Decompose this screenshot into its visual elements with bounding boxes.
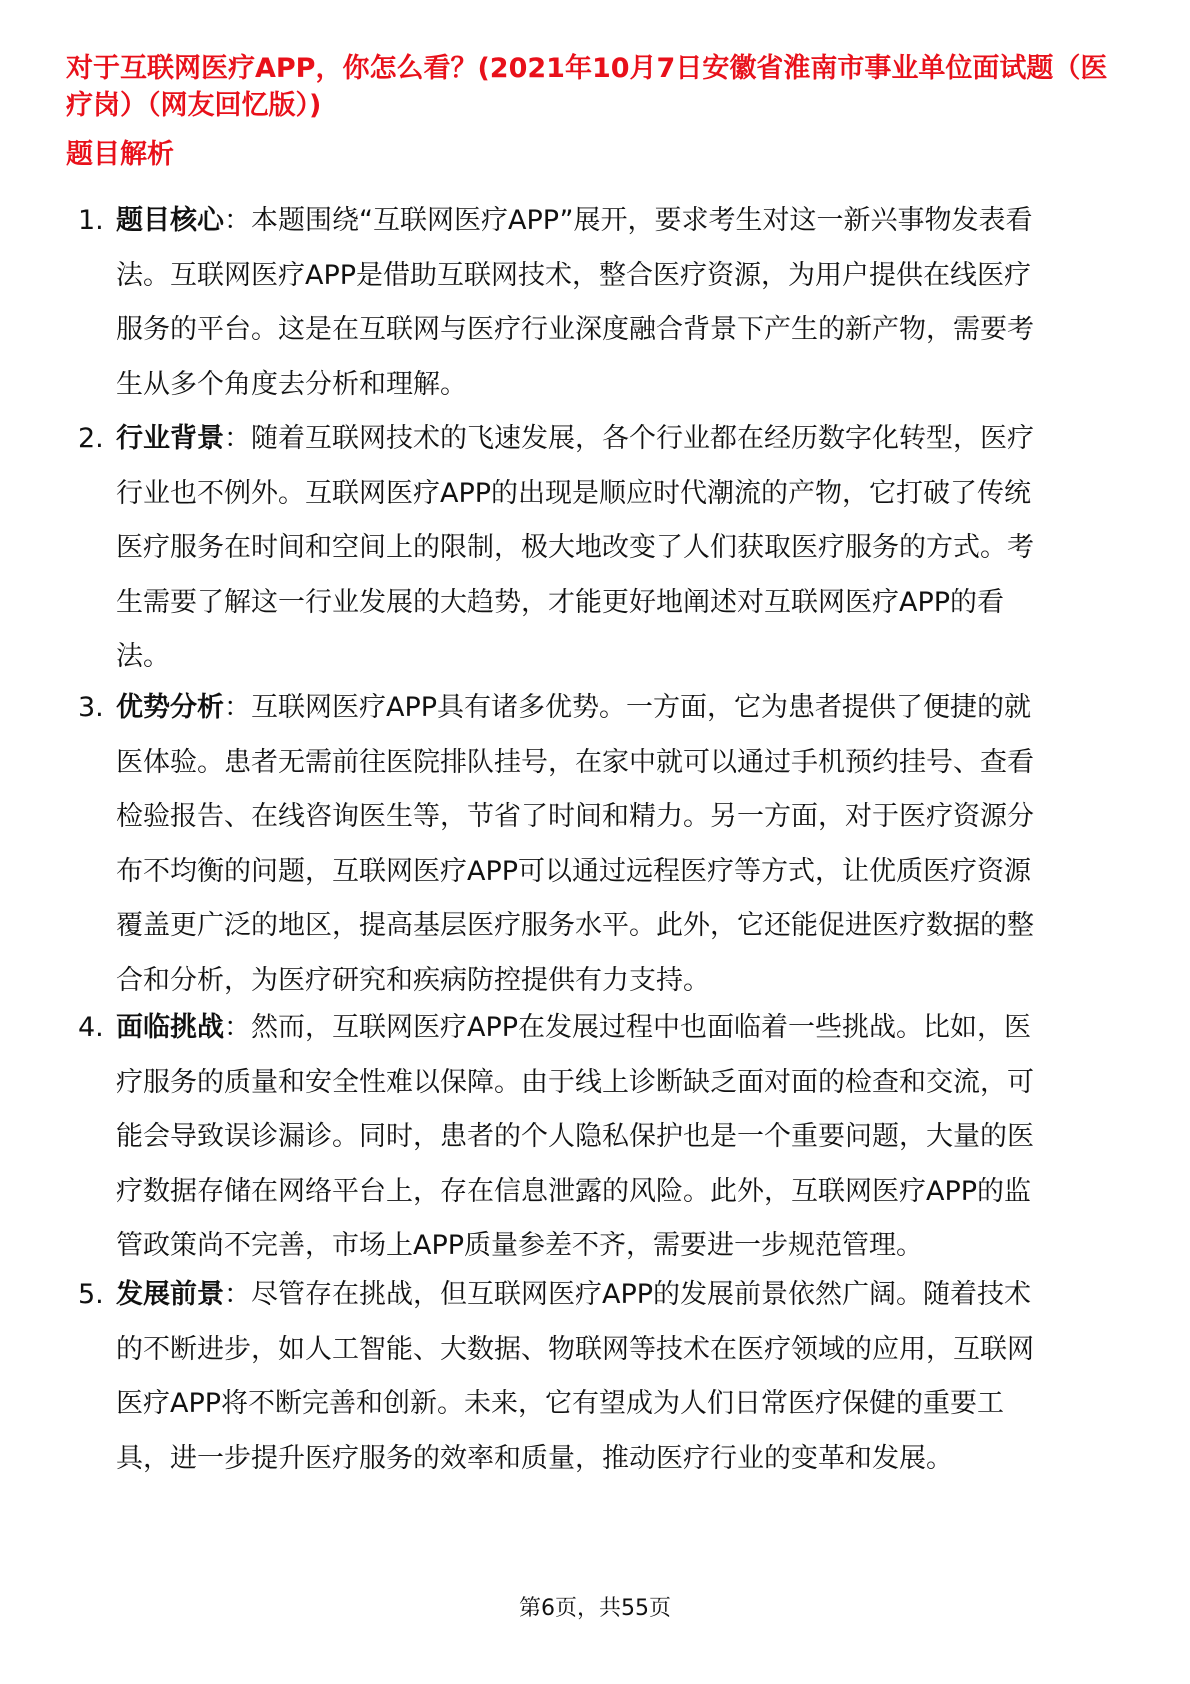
list-item (78, 412, 1036, 685)
list-item (78, 1001, 1036, 1274)
item-number: 2. (78, 423, 104, 454)
item-number: 1. (78, 205, 104, 236)
item-label: 优势分析 (116, 692, 224, 723)
list-item (78, 1268, 1036, 1486)
section-heading: 题目解析 (66, 139, 174, 170)
item-label: 题目核心 (116, 205, 224, 236)
item-text: ：尽管存在挑战，但互联网医疗APP的发展前景依然广阔。随着技术的不断进步，如人工智能、大数据、物联网等技术在医疗领域的应用，互联网医疗APP将不断完善和创新。未来，它有望成为人们日常医疗保健的重要工具，进一步提升医疗服务的效率和质量，推动医疗行业的变革和发展。 (116, 1279, 1034, 1474)
item-text: ：随着互联网技术的飞速发展，各个行业都在经历数字化转型，医疗行业也不例外。互联网医疗APP的出现是顺应时代潮流的产物，它打破了传统医疗服务在时间和空间上的限制，极大地改变了人们获取医疗服务的方式。考生需要了解这一行业发展的大趋势，才能更好地阐述对互联网医疗APP的看法。 (116, 423, 1034, 672)
item-number: 5. (78, 1279, 104, 1310)
item-label: 面临挑战 (116, 1012, 224, 1043)
item-text: ：本题围绕“互联网医疗APP”展开，要求考生对这一新兴事物发表看法。互联网医疗APP是借助互联网技术，整合医疗资源，为用户提供在线医疗服务的平台。这是在互联网与医疗行业深度融合背景下产生的新产物，需要考生从多个角度去分析和理解。 (116, 205, 1034, 400)
list-item (78, 194, 1036, 412)
item-label: 行业背景 (116, 423, 224, 454)
item-label: 发展前景 (116, 1279, 224, 1310)
item-text: ：互联网医疗APP具有诸多优势。一方面，它为患者提供了便捷的就医体验。患者无需前往医院排队挂号，在家中就可以通过手机预约挂号、查看检验报告、在线咨询医生等，节省了时间和精力。另一方面，对于医疗资源分布不均衡的问题，互联网医疗APP可以通过远程医疗等方式，让优质医疗资源覆盖更广泛的地区，提高基层医疗服务水平。此外，它还能促进医疗数据的整合和分析，为医疗研究和疾病防控提供有力支持。 (116, 692, 1034, 996)
document-title: 对于互联网医疗APP，你怎么看？(2021年10月7日安徽省淮南市事业单位面试题（医疗岗）（网友回忆版）) (66, 53, 1108, 121)
item-text: ：然而，互联网医疗APP在发展过程中也面临着一些挑战。比如，医疗服务的质量和安全性难以保障。由于线上诊断缺乏面对面的检查和交流，可能会导致误诊漏诊。同时，患者的个人隐私保护也是一个重要问题，大量的医疗数据存储在网络平台上，存在信息泄露的风险。此外，互联网医疗APP的监管政策尚不完善，市场上APP质量参差不齐，需要进一步规范管理。 (116, 1012, 1034, 1261)
item-number: 4. (78, 1012, 104, 1043)
item-number: 3. (78, 692, 104, 723)
list-item (78, 681, 1036, 1008)
page-number: 第6页，共55页 (519, 1596, 671, 1621)
